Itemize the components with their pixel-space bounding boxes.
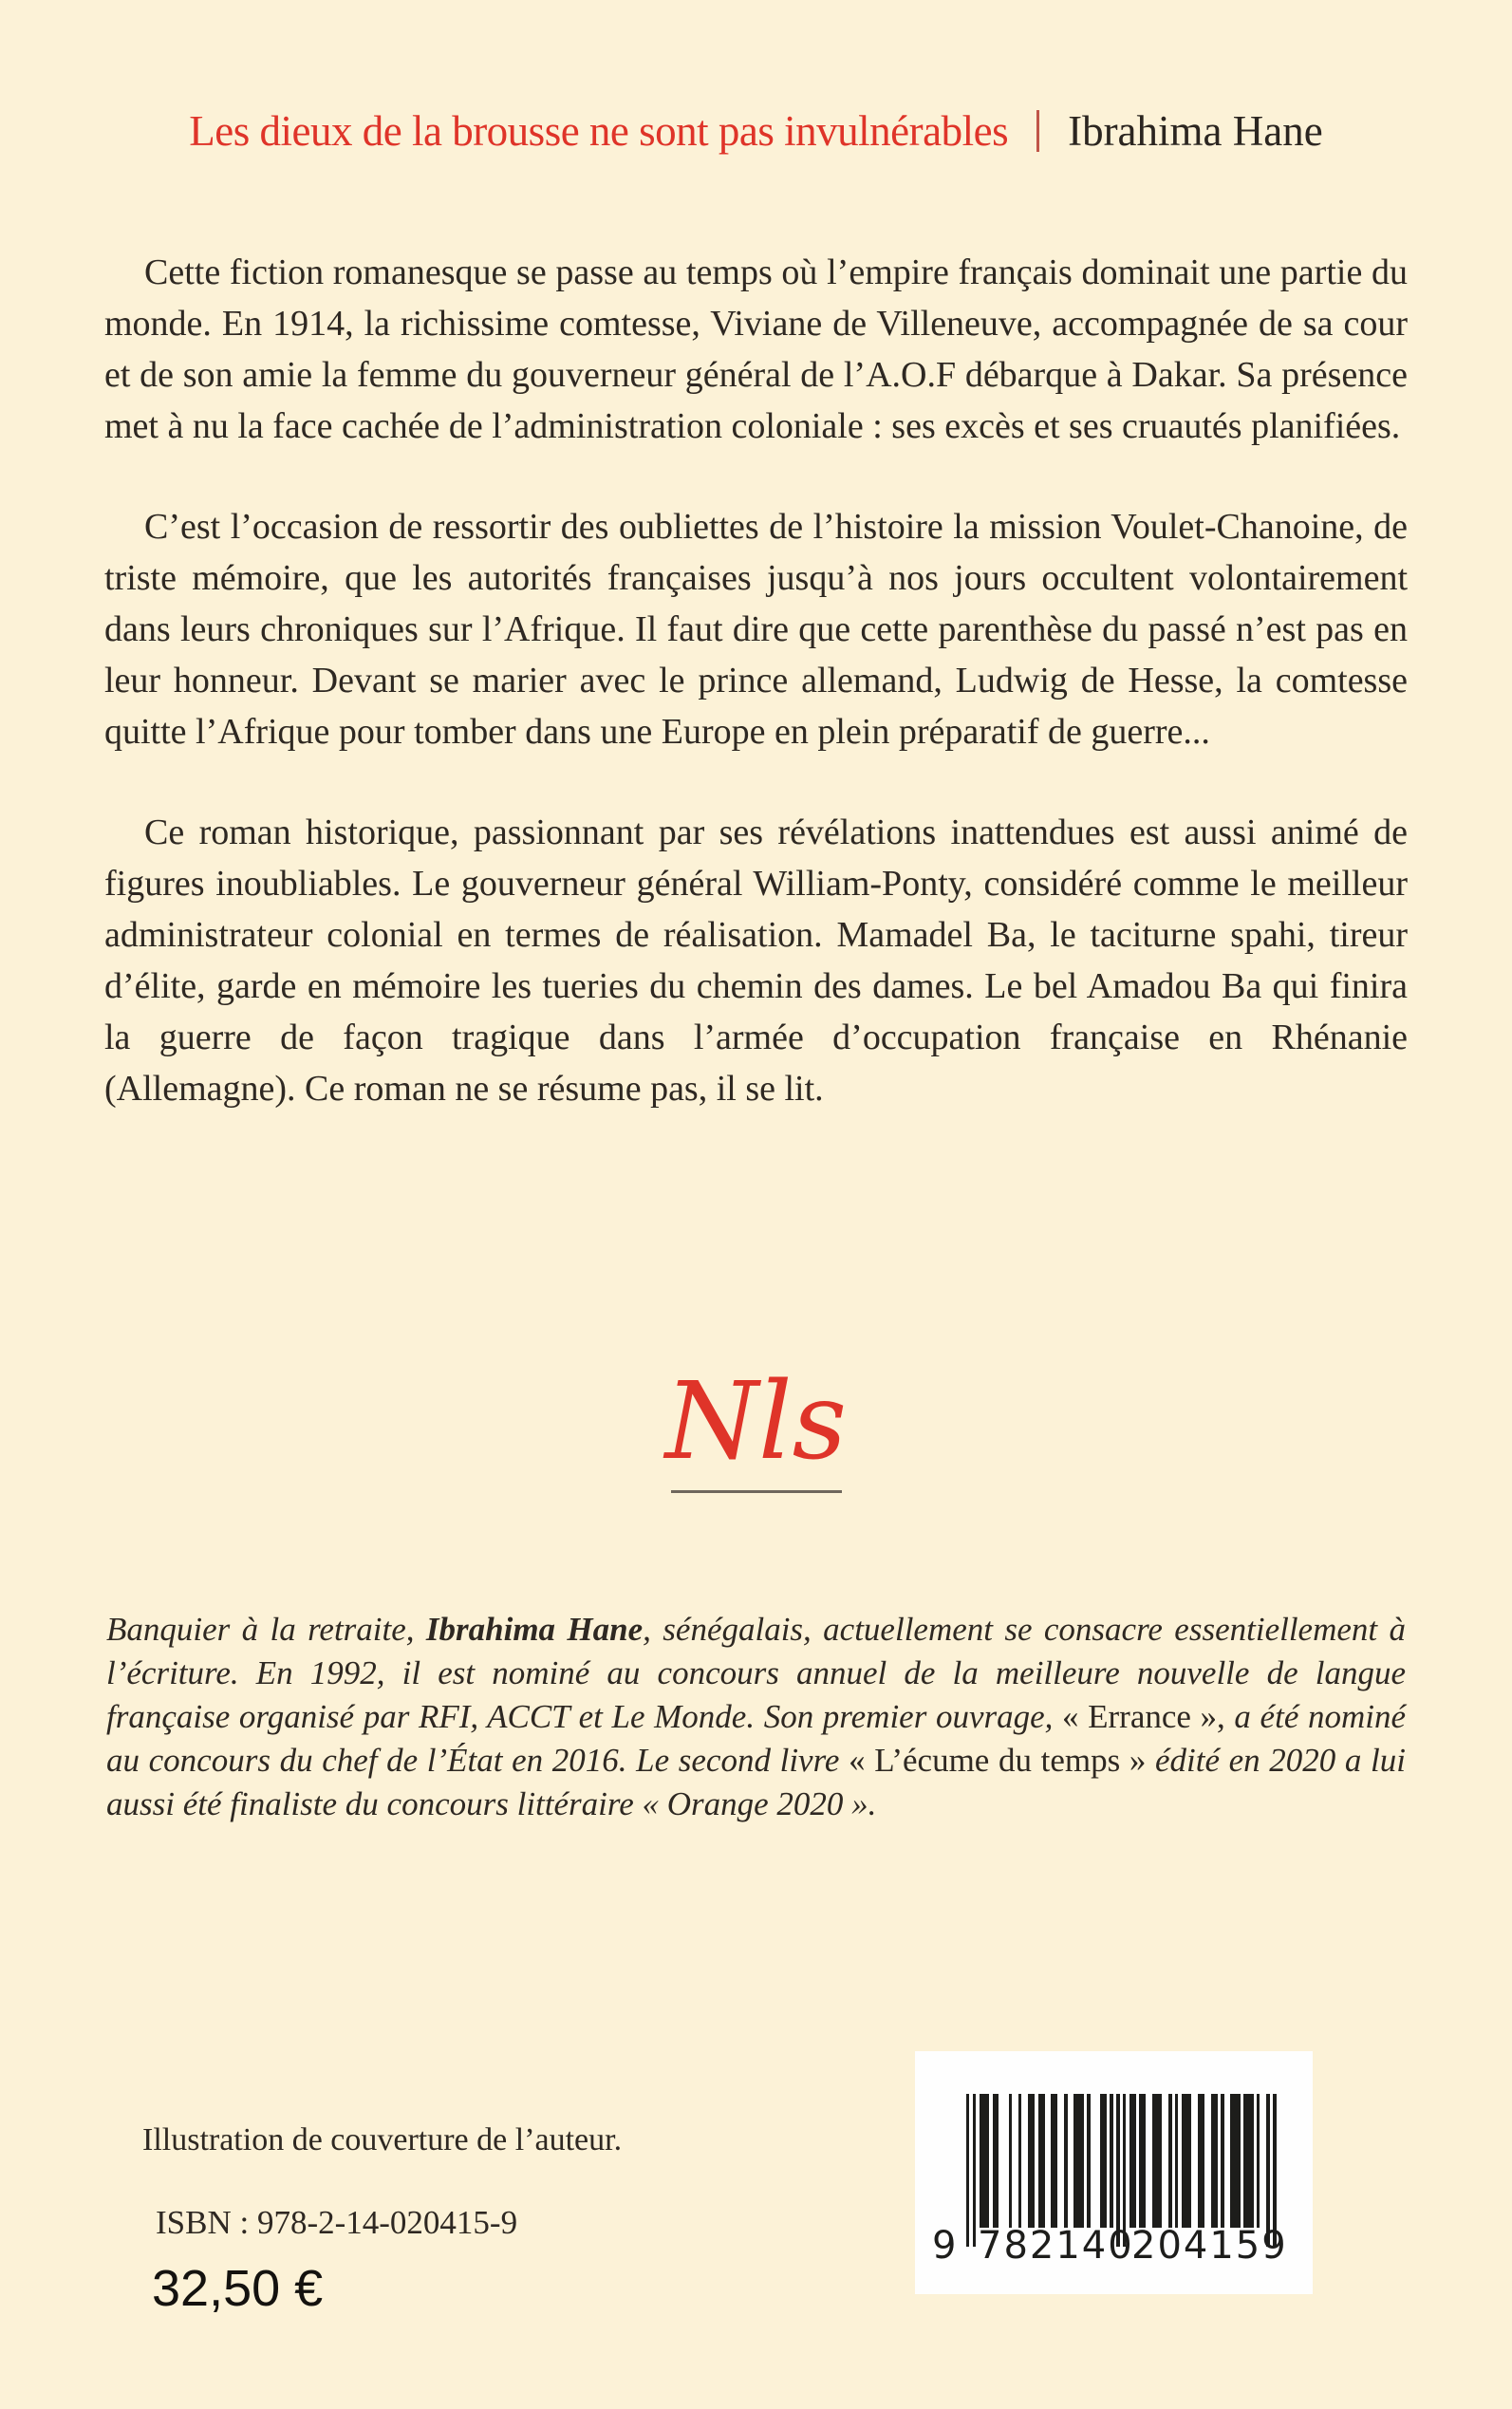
synopsis-paragraph-1: Cette fiction romanesque se passe au temps où l’empire français dominait une partie du monde. En 1914, la richissime comtesse, Viviane de Villeneuve, accompagnée de sa cour et de son amie la femme du gouverneur général de l’A.O.F débarque à Dakar. Sa présence met à nu la face cachée de l’administration coloniale : ses excès et ses cruautés planifiées. (104, 252, 1408, 446)
synopsis-paragraph-2: C’est l’occasion de ressortir des oubliettes de l’histoire la mission Voulet-Chanoine, de triste mémoire, que les autorités françaises jusqu’à nos jours occultent volontairement dans leurs chroniques sur l’Afrique. Il faut dire que cette parenthèse du passé n’est pas en leur honneur. Devant se marier avec le prince allemand, Ludwig de Hesse, la comtesse quitte l’Afrique pour tomber dans une Europe en plein préparatif de guerre... (104, 507, 1408, 752)
barcode-digits-group2: 204159 (1131, 2224, 1288, 2268)
title-author-divider (1036, 110, 1039, 152)
author-name: Ibrahima Hane (1068, 107, 1323, 155)
illustration-credit: Illustration de couverture de l’auteur. (142, 2122, 623, 2157)
barcode-digits (915, 2225, 1313, 2270)
book-title: Les dieux de la brousse ne sont pas invulnérables (189, 107, 1009, 155)
bio-text-segment: « L’écume du temps » (849, 1742, 1147, 1779)
bio-text-segment: édité en 2020 a lui aussi été finaliste du concours littéraire « Orange 2020 ». (106, 1742, 1406, 1822)
logo-rule (671, 1490, 842, 1493)
bio-text-segment: Ibrahima Hane (425, 1611, 644, 1648)
publisher-logo-block (0, 1360, 1512, 1493)
price: 32,50 € (152, 2260, 324, 2317)
synopsis (104, 247, 1408, 1114)
bio-text-segment: , sénégalais, actuellement se consacre essentiellement à l’écriture. En 1992, il est nominé au concours annuel de la meilleure nouvelle de langue française organisé par RFI, ACCT et Le Monde. Son premier ouvrage, (106, 1611, 1406, 1735)
bio-text-segment: Banquier à la retraite, (106, 1611, 426, 1648)
bio-text-segment: a été nominé au concours du chef de l’État en 2016. Le second livre (106, 1698, 1407, 1779)
bio-text-segment: « Errance », (1062, 1698, 1225, 1735)
barcode (915, 2051, 1313, 2294)
barcode-digit-first: 9 (932, 2224, 957, 2268)
header (57, 106, 1455, 156)
isbn: ISBN : 978-2-14-020415-9 (156, 2204, 518, 2241)
publisher-logo: Nls (664, 1360, 848, 1484)
author-bio (106, 1608, 1406, 1826)
synopsis-paragraph-3: Ce roman historique, passionnant par ses révélations inattendues est aussi animé de figures inoubliables. Le gouverneur général William-Ponty, considéré comme le meilleur administrateur colonial en termes de réalisation. Mamadel Ba, le taciturne spahi, tireur d’élite, garde en mémoire les tueries du chemin des dames. Le bel Amadou Ba qui finira la guerre de façon tragique dans l’armée d’occupation française en Rhénanie (Allemagne). Ce roman ne se résume pas, il se lit. (104, 812, 1408, 1109)
barcode-digits-group1: 782140 (978, 2224, 1134, 2268)
